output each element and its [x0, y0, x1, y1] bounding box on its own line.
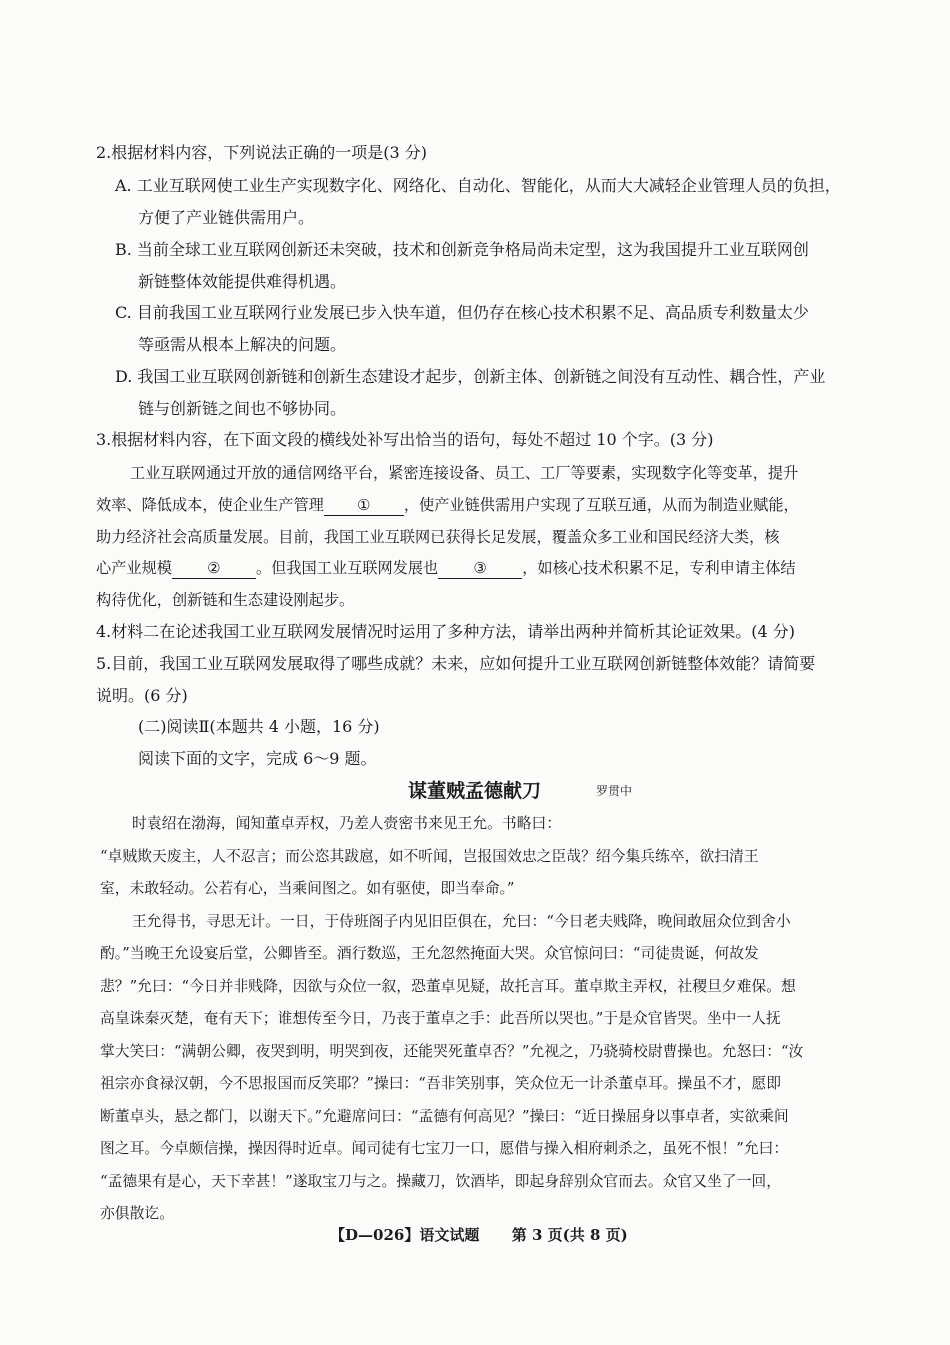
q3-passage-line-4 — [96, 557, 796, 579]
question-5-line-2: 说明。(6 分) — [96, 686, 188, 705]
blank-3[interactable]: ③ — [438, 558, 522, 579]
section-heading: (二)阅读Ⅱ(本题共 4 小题，16 分) — [138, 717, 380, 736]
option-c-line-1: C. 目前我国工业互联网行业发展已步入快车道，但仍存在核心技术积累不足、高品质专利数量太少 — [115, 303, 809, 322]
story-title: 谋董贼孟德献刀 — [408, 780, 542, 802]
question-5-line-1: 5.目前，我国工业互联网发展取得了哪些成就？未来，应如何提升工业互联网创新链整体效能？请简要 — [96, 654, 816, 673]
option-a-line-1: A. 工业互联网使工业生产实现数字化、网络化、自动化、智能化，从而大大减轻企业管理人员的负担， — [115, 176, 841, 195]
option-c-line-2: 等亟需从根本上解决的问题。 — [138, 335, 347, 354]
q3-passage-line-5: 构待优化，创新链和生态建设刚起步。 — [96, 591, 355, 609]
option-a-line-2: 方便了产业链供需用户。 — [138, 208, 315, 227]
story-line-3: 室，未敢轻动。公若有心，当乘间图之。如有驱使，即当奉命。” — [100, 880, 515, 897]
story-line-4: 王允得书，寻思无计。一日，于侍班阁子内见旧臣俱在，允曰：“今日老夫贱降，晚间敢屈众位到舍小 — [132, 913, 791, 930]
story-line-1: 时袁绍在渤海，闻知董卓弄权，乃差人赍密书来见王允。书略曰： — [132, 815, 562, 832]
story-line-10: 断董卓头，悬之都门，以谢天下。”允避席问曰：“孟德有何高见？”操曰：“近日操屈身以事卓者，实欲乘间 — [100, 1108, 789, 1125]
option-d-line-2: 链与创新链之间也不够协同。 — [138, 399, 347, 418]
story-line-12: “孟德果有是心，天下幸甚！”遂取宝刀与之。操藏刀，饮酒毕，即起身辞别众官而去。众官又坐了一回， — [100, 1173, 781, 1190]
q3-text: 心产业规模 — [96, 559, 172, 577]
story-line-7: 高皇诛秦灭楚，奄有天下；谁想传至今日，乃丧于董卓之手：此吾所以哭也。”于是众官皆哭。坐中一人抚 — [100, 1010, 781, 1027]
story-line-13: 亦俱散讫。 — [100, 1205, 174, 1222]
q3-passage-line-1: 工业互联网通过开放的通信网络平台，紧密连接设备、员工、工厂等要素，实现数字化等变革，提升 — [130, 464, 799, 482]
question-3-stem: 3.根据材料内容，在下面文段的横线处补写出恰当的语句，每处不超过 10 个字。(3 分) — [96, 430, 714, 449]
story-line-9: 祖宗亦食禄汉朝，今不思报国而反笑耶？”操曰：“吾非笑别事，笑众位无一计杀董卓耳。操虽不才，愿即 — [100, 1075, 781, 1092]
story-line-8: 掌大笑曰：“满朝公卿，夜哭到明，明哭到夜，还能哭死董卓否？”允视之，乃骁骑校尉曹操也。允怒曰：“汝 — [100, 1043, 804, 1060]
page-number: 第 3 页(共 8 页) — [511, 1226, 628, 1244]
blank-2[interactable]: ② — [172, 558, 256, 579]
option-b-line-1: B. 当前全球工业互联网创新还未突破，技术和创新竞争格局尚未定型，这为我国提升工业互联网创 — [115, 240, 809, 259]
blank-1[interactable]: ① — [324, 495, 404, 516]
q3-text: ，如核心技术积累不足，专利申请主体结 — [522, 559, 796, 577]
story-author: 罗贯中 — [596, 784, 633, 798]
q3-text: 效率、降低成本，使企业生产管理 — [96, 496, 324, 514]
exam-code: 【D—026】语文试题 — [330, 1226, 480, 1244]
q3-text: 。但我国工业互联网发展也 — [255, 559, 439, 577]
page-footer — [330, 1224, 628, 1245]
story-line-5: 酌。”当晚王允设宴后堂，公卿皆至。酒行数巡，王允忽然掩面大哭。众官惊问曰：“司徒贵诞，何故发 — [100, 945, 759, 962]
story-line-2: “卓贼欺天废主，人不忍言；而公恣其跋扈，如不听闻，岂报国效忠之臣哉？绍今集兵练卒，欲扫清王 — [100, 848, 759, 865]
option-b-line-2: 新链整体效能提供难得机遇。 — [138, 272, 347, 291]
question-4-stem: 4.材料二在论述我国工业互联网发展情况时运用了多种方法，请举出两种并简析其论证效果。(4 分) — [96, 622, 796, 641]
question-2-stem: 2.根据材料内容，下列说法正确的一项是(3 分) — [96, 143, 428, 162]
q3-passage-line-3: 助力经济社会高质量发展。目前，我国工业互联网已获得长足发展，覆盖众多工业和国民经济大类，核 — [96, 528, 780, 546]
q3-passage-line-2 — [96, 494, 799, 516]
story-line-6: 悲？”允曰：“今日并非贱降，因欲与众位一叙，恐董卓见疑，故托言耳。董卓欺主弄权，社稷旦夕难保。想 — [100, 978, 796, 995]
q3-text: ，使产业链供需用户实现了互联互通，从而为制造业赋能， — [403, 496, 799, 514]
option-d-line-1: D. 我国工业互联网创新链和创新生态建设才起步，创新主体、创新链之间没有互动性、耦合性，产业 — [115, 367, 826, 386]
section-instruction: 阅读下面的文字，完成 6～9 题。 — [138, 749, 377, 768]
story-line-11: 图之耳。今卓颇信操，操因得时近卓。闻司徒有七宝刀一口，愿借与操入相府刺杀之，虽死不恨！”允曰： — [100, 1140, 789, 1157]
